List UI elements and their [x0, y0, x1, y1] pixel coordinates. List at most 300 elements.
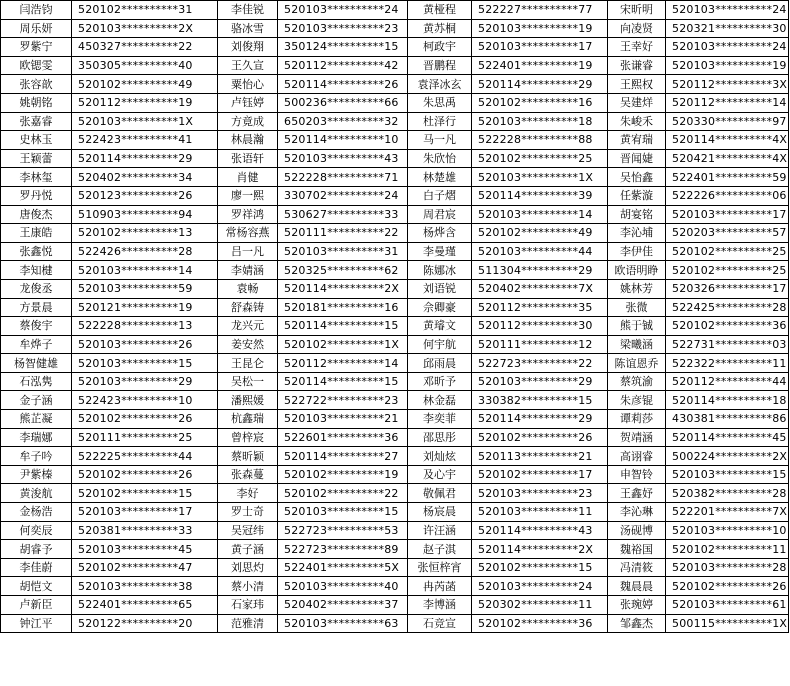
table-row	[1, 317, 789, 336]
name-cell: 吴怡鑫	[608, 168, 666, 187]
name-cell: 李知楗	[1, 261, 72, 280]
name-cell: 熊芷凝	[1, 410, 72, 429]
name-cell: 姜安然	[218, 335, 278, 354]
name-cell: 黄璿文	[408, 317, 472, 336]
name-cell: 向凌贤	[608, 19, 666, 38]
name-cell: 熊于铖	[608, 317, 666, 336]
table-row	[1, 205, 789, 224]
name-cell: 李佳蔚	[1, 558, 72, 577]
name-cell: 王颖蕾	[1, 149, 72, 168]
id-number-cell: 522401**********19	[472, 56, 608, 75]
table-row	[1, 484, 789, 503]
id-number-cell: 520113**********21	[472, 447, 608, 466]
name-cell: 罗士奇	[218, 503, 278, 522]
table-row	[1, 354, 789, 373]
name-cell: 袁畅	[218, 279, 278, 298]
id-number-cell: 520121**********19	[72, 298, 218, 317]
table-row	[1, 19, 789, 38]
table-row	[1, 558, 789, 577]
name-cell: 胡宴铭	[608, 205, 666, 224]
id-number-cell: 520103**********17	[666, 205, 789, 224]
id-number-cell: 522723**********22	[472, 354, 608, 373]
name-cell: 刘灿炫	[408, 447, 472, 466]
id-number-cell: 520114**********43	[472, 521, 608, 540]
name-cell: 牟子吟	[1, 447, 72, 466]
id-number-cell: 520123**********26	[72, 186, 218, 205]
id-number-cell: 520103**********26	[72, 335, 218, 354]
name-cell: 朱欣怡	[408, 149, 472, 168]
id-number-cell: 522322**********11	[666, 354, 789, 373]
id-number-cell: 520103**********31	[278, 242, 408, 261]
table-row	[1, 540, 789, 559]
name-cell: 周乐妍	[1, 19, 72, 38]
id-number-cell: 522723**********89	[278, 540, 408, 559]
id-number-cell: 522731**********03	[666, 335, 789, 354]
id-number-cell: 430381**********86	[666, 410, 789, 429]
id-number-cell: 520103**********11	[472, 503, 608, 522]
id-number-cell: 522227**********77	[472, 1, 608, 20]
id-number-cell: 520103**********24	[666, 1, 789, 20]
id-number-cell: 650203**********32	[278, 112, 408, 131]
name-cell: 杨烨含	[408, 224, 472, 243]
id-number-cell: 520103**********40	[278, 577, 408, 596]
name-cell: 柯政宇	[408, 38, 472, 57]
id-number-cell: 520112**********3X	[666, 75, 789, 94]
name-cell: 曾梓宸	[218, 428, 278, 447]
name-cell: 谭莉莎	[608, 410, 666, 429]
name-cell: 朱思禹	[408, 93, 472, 112]
name-cell: 晋闻婕	[608, 149, 666, 168]
id-number-cell: 520111**********25	[72, 428, 218, 447]
name-cell: 佘卿豪	[408, 298, 472, 317]
table-row	[1, 242, 789, 261]
id-number-cell: 522426**********28	[72, 242, 218, 261]
id-number-cell: 520103**********43	[278, 149, 408, 168]
id-number-cell: 522228**********71	[278, 168, 408, 187]
name-cell: 魏裕国	[608, 540, 666, 559]
table-row	[1, 75, 789, 94]
name-cell: 宋昕明	[608, 1, 666, 20]
id-number-cell: 522228**********88	[472, 131, 608, 150]
name-cell: 吴建烊	[608, 93, 666, 112]
id-number-cell: 520203**********57	[666, 224, 789, 243]
id-number-cell: 520114**********27	[278, 447, 408, 466]
name-cell: 李伊佳	[608, 242, 666, 261]
table-row	[1, 391, 789, 410]
id-number-cell: 520112**********42	[278, 56, 408, 75]
name-cell: 黄苏桐	[408, 19, 472, 38]
id-number-cell: 520103**********23	[278, 19, 408, 38]
name-cell: 冯清筱	[608, 558, 666, 577]
name-cell: 姚林芳	[608, 279, 666, 298]
name-cell: 王久宣	[218, 56, 278, 75]
name-cell: 罗紫宁	[1, 38, 72, 57]
id-number-cell: 520103**********59	[72, 279, 218, 298]
id-number-cell: 520102**********26	[666, 577, 789, 596]
id-number-cell: 520102**********11	[666, 540, 789, 559]
name-cell: 林晨瀚	[218, 131, 278, 150]
id-number-cell: 520103**********24	[472, 577, 608, 596]
name-cell: 舒森铸	[218, 298, 278, 317]
id-number-cell: 520112**********35	[472, 298, 608, 317]
id-number-cell: 520325**********62	[278, 261, 408, 280]
name-cell: 蔡昕颖	[218, 447, 278, 466]
name-cell: 何奕辰	[1, 521, 72, 540]
id-number-cell: 520112**********14	[278, 354, 408, 373]
id-number-cell: 520102**********25	[666, 242, 789, 261]
name-cell: 李沁琳	[608, 503, 666, 522]
id-number-cell: 520103**********63	[278, 614, 408, 633]
name-cell: 陈谊恩乔	[608, 354, 666, 373]
id-number-cell: 520103**********29	[72, 372, 218, 391]
name-cell: 石竞宣	[408, 614, 472, 633]
name-cell: 方景晨	[1, 298, 72, 317]
name-cell: 张容歆	[1, 75, 72, 94]
name-cell: 方竟成	[218, 112, 278, 131]
name-cell: 李博涵	[408, 596, 472, 615]
name-cell: 白子熠	[408, 186, 472, 205]
name-cell: 邹鑫杰	[608, 614, 666, 633]
name-cell: 张微	[608, 298, 666, 317]
id-number-cell: 520114**********2X	[472, 540, 608, 559]
name-cell: 朱峻禾	[608, 112, 666, 131]
id-number-cell: 520103**********1X	[72, 112, 218, 131]
name-cell: 胡恺文	[1, 577, 72, 596]
table-row	[1, 261, 789, 280]
id-number-cell: 522423**********10	[72, 391, 218, 410]
table-row	[1, 56, 789, 75]
id-number-cell: 511304**********29	[472, 261, 608, 280]
name-cell: 牟烨子	[1, 335, 72, 354]
id-number-cell: 520103**********28	[666, 558, 789, 577]
table-row	[1, 577, 789, 596]
table-row	[1, 279, 789, 298]
id-number-cell: 520114**********15	[278, 317, 408, 336]
name-cell: 杜泽行	[408, 112, 472, 131]
id-number-cell: 520114**********45	[666, 428, 789, 447]
table-row	[1, 503, 789, 522]
id-number-cell: 520102**********16	[472, 93, 608, 112]
name-cell: 张嘉睿	[1, 112, 72, 131]
id-number-cell: 520112**********30	[472, 317, 608, 336]
id-number-cell: 520103**********38	[72, 577, 218, 596]
id-number-cell: 520103**********24	[666, 38, 789, 57]
name-cell: 汤砚博	[608, 521, 666, 540]
table-row	[1, 596, 789, 615]
id-number-cell: 520330**********97	[666, 112, 789, 131]
name-cell: 马一凡	[408, 131, 472, 150]
id-number-cell: 520114**********18	[666, 391, 789, 410]
name-cell: 胡睿予	[1, 540, 72, 559]
table-row	[1, 224, 789, 243]
id-number-cell: 520114**********29	[472, 75, 608, 94]
id-number-cell: 330702**********24	[278, 186, 408, 205]
id-number-cell: 520103**********29	[472, 372, 608, 391]
name-cell: 卢钰婷	[218, 93, 278, 112]
table-row	[1, 1, 789, 20]
name-cell: 杭鑫瑞	[218, 410, 278, 429]
table-row	[1, 93, 789, 112]
id-number-cell: 520102**********31	[72, 1, 218, 20]
id-number-cell: 520112**********14	[666, 93, 789, 112]
name-cell: 蔡俊宇	[1, 317, 72, 336]
id-number-cell: 520103**********15	[72, 354, 218, 373]
table-row	[1, 335, 789, 354]
name-cell: 龙俊丞	[1, 279, 72, 298]
table-row	[1, 447, 789, 466]
name-cell: 何宇航	[408, 335, 472, 354]
table-row	[1, 614, 789, 633]
id-number-cell: 520103**********23	[472, 484, 608, 503]
name-cell: 粟怡心	[218, 75, 278, 94]
id-number-cell: 520102**********25	[472, 149, 608, 168]
name-cell: 吴冠纬	[218, 521, 278, 540]
id-number-cell: 520103**********17	[472, 38, 608, 57]
name-cell: 申智铃	[608, 465, 666, 484]
id-number-cell: 520103**********44	[472, 242, 608, 261]
name-cell: 张恒梓宵	[408, 558, 472, 577]
id-number-cell: 520103**********10	[666, 521, 789, 540]
name-cell: 李好	[218, 484, 278, 503]
id-number-cell: 520102**********26	[72, 465, 218, 484]
id-number-cell: 520102**********49	[72, 75, 218, 94]
name-cell: 高诩睿	[608, 447, 666, 466]
id-number-cell: 520114**********29	[472, 410, 608, 429]
id-number-cell: 520103**********19	[666, 56, 789, 75]
name-cell: 贺靖涵	[608, 428, 666, 447]
name-cell: 邓昕予	[408, 372, 472, 391]
name-cell: 罗丹悦	[1, 186, 72, 205]
name-cell: 黄桠程	[408, 1, 472, 20]
id-number-cell: 522225**********44	[72, 447, 218, 466]
name-cell: 冉芮菡	[408, 577, 472, 596]
id-number-cell: 522201**********7X	[666, 503, 789, 522]
table-row	[1, 428, 789, 447]
id-number-cell: 520103**********61	[666, 596, 789, 615]
name-cell: 袁泽冰玄	[408, 75, 472, 94]
name-cell: 周君宸	[408, 205, 472, 224]
name-cell: 罗祥鸿	[218, 205, 278, 224]
name-cell: 王昆仑	[218, 354, 278, 373]
id-number-cell: 500224**********2X	[666, 447, 789, 466]
table-row	[1, 168, 789, 187]
id-number-cell: 520122**********20	[72, 614, 218, 633]
id-number-cell: 350124**********15	[278, 38, 408, 57]
name-cell: 任紫漩	[608, 186, 666, 205]
id-number-cell: 520381**********33	[72, 521, 218, 540]
name-cell: 杨智健雄	[1, 354, 72, 373]
name-cell: 李佳锐	[218, 1, 278, 20]
id-number-cell: 520102**********36	[666, 317, 789, 336]
name-cell: 及心宇	[408, 465, 472, 484]
id-number-cell: 520302**********11	[472, 596, 608, 615]
name-cell: 张琬婷	[608, 596, 666, 615]
id-number-cell: 520114**********39	[472, 186, 608, 205]
id-number-cell: 520114**********10	[278, 131, 408, 150]
id-number-cell: 520102**********26	[472, 428, 608, 447]
id-number-cell: 520114**********4X	[666, 131, 789, 150]
id-number-cell: 520103**********24	[278, 1, 408, 20]
table-row	[1, 38, 789, 57]
id-number-cell: 520402**********34	[72, 168, 218, 187]
name-cell: 敬佩君	[408, 484, 472, 503]
id-number-cell: 520102**********13	[72, 224, 218, 243]
id-number-cell: 520321**********30	[666, 19, 789, 38]
name-cell: 李沁埔	[608, 224, 666, 243]
name-cell: 刘语锐	[408, 279, 472, 298]
name-cell: 史林玉	[1, 131, 72, 150]
name-cell: 张语轩	[218, 149, 278, 168]
id-number-cell: 520402**********37	[278, 596, 408, 615]
name-cell: 肖健	[218, 168, 278, 187]
name-cell: 黄宥瑞	[608, 131, 666, 150]
table-row	[1, 521, 789, 540]
table-row	[1, 186, 789, 205]
name-cell: 金杨浩	[1, 503, 72, 522]
id-number-cell: 520103**********14	[72, 261, 218, 280]
name-cell: 龙兴元	[218, 317, 278, 336]
name-cell: 陈娜冰	[408, 261, 472, 280]
name-cell: 杨宸晨	[408, 503, 472, 522]
id-number-cell: 522226**********06	[666, 186, 789, 205]
id-number-cell: 520103**********17	[72, 503, 218, 522]
name-cell: 吕一凡	[218, 242, 278, 261]
name-cell: 姚朝铭	[1, 93, 72, 112]
id-number-cell: 520402**********7X	[472, 279, 608, 298]
name-cell: 林金磊	[408, 391, 472, 410]
id-number-cell: 520102**********17	[472, 465, 608, 484]
id-number-cell: 520114**********26	[278, 75, 408, 94]
id-number-cell: 520103**********21	[278, 410, 408, 429]
name-cell: 李婧涵	[218, 261, 278, 280]
name-cell: 石泓隽	[1, 372, 72, 391]
name-cell: 王康皓	[1, 224, 72, 243]
table-row	[1, 149, 789, 168]
id-number-cell: 520103**********2X	[72, 19, 218, 38]
id-number-cell: 522601**********36	[278, 428, 408, 447]
id-number-cell: 520102**********36	[472, 614, 608, 633]
name-cell: 欧语明睁	[608, 261, 666, 280]
id-number-cell: 520102**********15	[72, 484, 218, 503]
id-number-cell: 520103**********15	[666, 465, 789, 484]
id-number-cell: 520421**********4X	[666, 149, 789, 168]
id-number-cell: 520326**********17	[666, 279, 789, 298]
name-cell: 张森蔓	[218, 465, 278, 484]
id-number-cell: 510903**********94	[72, 205, 218, 224]
id-number-cell: 520111**********22	[278, 224, 408, 243]
id-number-cell: 522401**********65	[72, 596, 218, 615]
table-row	[1, 410, 789, 429]
name-cell: 梁曦涵	[608, 335, 666, 354]
id-number-cell: 522401**********5X	[278, 558, 408, 577]
id-number-cell: 520103**********45	[72, 540, 218, 559]
id-number-cell: 520114**********29	[72, 149, 218, 168]
id-number-cell: 520103**********15	[278, 503, 408, 522]
id-number-cell: 520102**********49	[472, 224, 608, 243]
name-cell: 朱彦锟	[608, 391, 666, 410]
id-number-cell: 520114**********2X	[278, 279, 408, 298]
name-cell: 潘熙媛	[218, 391, 278, 410]
name-cell: 欧锶雯	[1, 56, 72, 75]
name-cell: 尹紫榛	[1, 465, 72, 484]
id-number-cell: 450327**********22	[72, 38, 218, 57]
name-cell: 金子涵	[1, 391, 72, 410]
name-cell: 蔡筑渝	[608, 372, 666, 391]
name-cell: 闫浩钧	[1, 1, 72, 20]
name-cell: 卢新臣	[1, 596, 72, 615]
name-cell: 石家玮	[218, 596, 278, 615]
name-cell: 黄子涵	[218, 540, 278, 559]
name-cell: 王熙权	[608, 75, 666, 94]
id-number-cell: 500115**********1X	[666, 614, 789, 633]
id-number-cell: 520103**********14	[472, 205, 608, 224]
name-cell: 张鑫悦	[1, 242, 72, 261]
id-number-cell: 522425**********28	[666, 298, 789, 317]
id-number-cell: 520181**********16	[278, 298, 408, 317]
id-number-cell: 520102**********26	[72, 410, 218, 429]
id-number-cell: 520102**********47	[72, 558, 218, 577]
id-number-cell: 520102**********19	[278, 465, 408, 484]
id-number-cell: 520112**********19	[72, 93, 218, 112]
name-cell: 邵思彤	[408, 428, 472, 447]
id-number-cell: 522228**********13	[72, 317, 218, 336]
id-number-cell: 520103**********18	[472, 112, 608, 131]
id-number-cell: 520102**********25	[666, 261, 789, 280]
id-number-cell: 520102**********15	[472, 558, 608, 577]
id-number-cell: 522723**********53	[278, 521, 408, 540]
id-number-cell: 520103**********1X	[472, 168, 608, 187]
id-number-cell: 522722**********23	[278, 391, 408, 410]
id-number-cell: 520112**********44	[666, 372, 789, 391]
name-cell: 魏晨晨	[608, 577, 666, 596]
name-cell: 蔡小清	[218, 577, 278, 596]
name-cell: 廖一熙	[218, 186, 278, 205]
name-cell: 骆冰雪	[218, 19, 278, 38]
id-number-cell: 520382**********28	[666, 484, 789, 503]
id-number-cell: 522401**********59	[666, 168, 789, 187]
name-cell: 李曼瑾	[408, 242, 472, 261]
id-number-cell: 530627**********33	[278, 205, 408, 224]
table-row	[1, 112, 789, 131]
name-cell: 李瑞娜	[1, 428, 72, 447]
name-cell: 李奕菲	[408, 410, 472, 429]
name-cell: 许汪涵	[408, 521, 472, 540]
id-number-cell: 520103**********19	[472, 19, 608, 38]
name-cell: 张谦睿	[608, 56, 666, 75]
name-cell: 邱雨晨	[408, 354, 472, 373]
name-cell: 晋鹏程	[408, 56, 472, 75]
table-row	[1, 372, 789, 391]
name-cell: 刘俊翔	[218, 38, 278, 57]
id-number-cell: 330382**********15	[472, 391, 608, 410]
id-number-cell: 500236**********66	[278, 93, 408, 112]
name-cell: 黄浚航	[1, 484, 72, 503]
table-row	[1, 131, 789, 150]
id-number-cell: 520102**********1X	[278, 335, 408, 354]
id-number-cell: 350305**********40	[72, 56, 218, 75]
table-body	[1, 1, 789, 633]
table-row	[1, 298, 789, 317]
table-row	[1, 465, 789, 484]
name-cell: 王鑫妤	[608, 484, 666, 503]
name-cell: 刘思灼	[218, 558, 278, 577]
id-number-cell: 522423**********41	[72, 131, 218, 150]
name-cell: 钟江平	[1, 614, 72, 633]
name-cell: 王幸好	[608, 38, 666, 57]
id-number-cell: 520111**********12	[472, 335, 608, 354]
name-cell: 范雅清	[218, 614, 278, 633]
name-cell: 吴松一	[218, 372, 278, 391]
